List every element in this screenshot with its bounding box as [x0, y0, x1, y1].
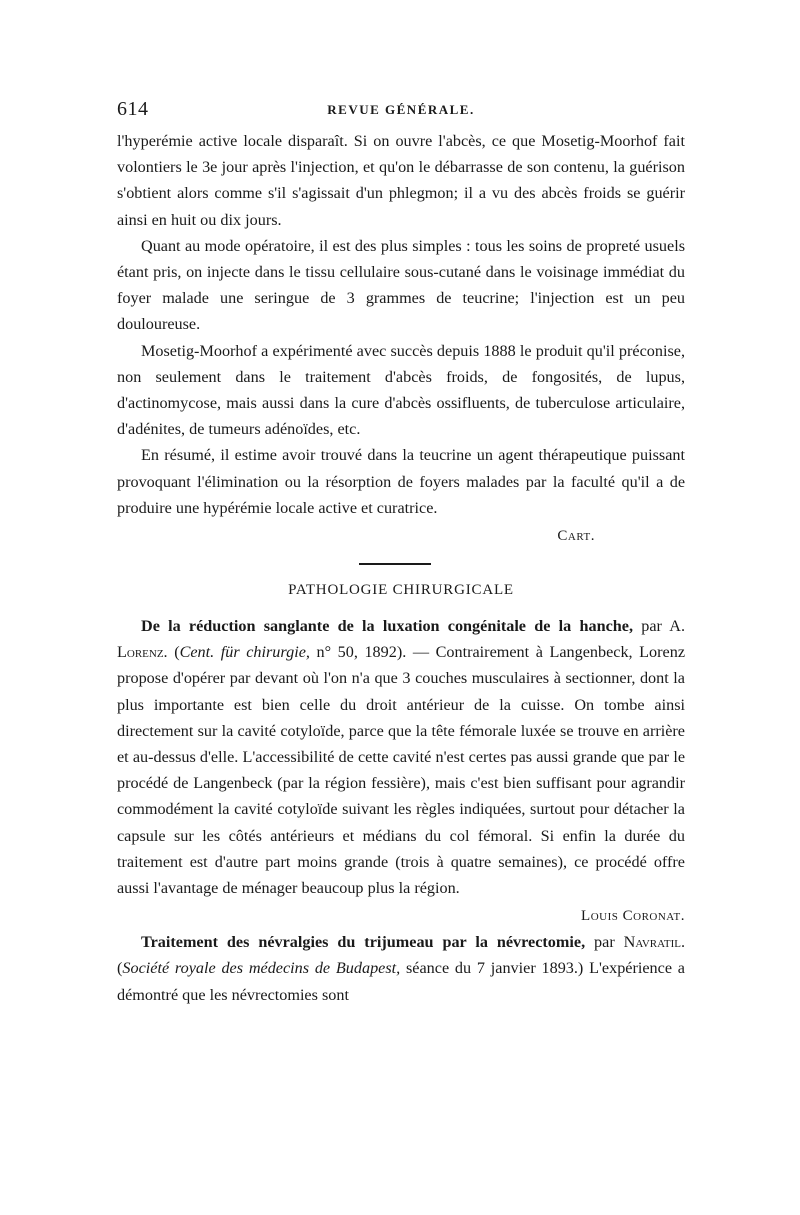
article-hip-luxation	[117, 613, 685, 901]
society-name: Société royale des médecins de Budapest,	[122, 959, 401, 978]
author-signature-cart: Cart.	[557, 528, 595, 545]
page	[117, 98, 685, 1008]
author-signature-coronat: Louis Coronat.	[581, 908, 685, 925]
running-head	[117, 98, 685, 128]
source-details: n° 50, 1892). —	[316, 643, 436, 662]
article-author: Lorenz.	[117, 643, 168, 662]
byline-prefix: par	[594, 933, 615, 952]
journal-name: Cent. für chirurgie,	[179, 643, 310, 662]
article-body: Contrairement à Langenbeck, Lorenz propose d'opérer par devant où l'on n'a que 3 couches musculaires à sectionner, dont la plus importante est bien celle du droit antérieur de la cuisse. On tombe ainsi directement sur la cavité cotyloïde, parce que la tête fémorale luxée se trouve en arrière et au-dessus d'elle. L'accessibilité de cette cavité n'est certes pas aussi grande que par le procédé de Langenbeck (par la région fessière), mais c'est bien suffisant pour agrandir commodément la cavité cotyloïde suivant les règles indiquées, surtout pour détacher la capsule sur les côtés antérieurs et médians du col fémoral. Si enfin la durée du traitement est d'autre part moins grande (trois à quatre semaines), ce procédé offre aussi l'avantage de ménager beaucoup plus la région.	[117, 643, 686, 898]
paragraph-operative-method: Quant au mode opératoire, il est des plus simples : tous les soins de propreté usuels étant pris, on injecte dans le tissu cellulaire sous-cutané dans le voisinage immédiat du foyer malade une seringue de 3 grammes de teucrine; l'injection est un peu douloureuse.	[117, 236, 685, 334]
article-title: De la réduction sanglante de la luxation congénitale de la hanche,	[141, 617, 634, 636]
article-author: Navratil.	[623, 933, 686, 952]
section-divider	[359, 563, 431, 565]
source-open: (	[174, 643, 180, 662]
article-trigeminal-neuralgia	[117, 929, 685, 1008]
article-body: L'expérience a démontré que les névrectomies sont	[117, 959, 685, 1004]
section-heading: PATHOLOGIE CHIRURGICALE	[288, 582, 514, 599]
source-details: séance du 7 janvier 1893.)	[406, 959, 584, 978]
source-open: (	[117, 959, 123, 978]
paragraph-summary: En résumé, il estime avoir trouvé dans la teucrine un agent thérapeutique puissant provoquant l'élimination ou la résorption de foyers malades par la faculté qu'il a de produire une hypérémie locale active et curatrice.	[117, 446, 685, 517]
byline-prefix: par A.	[641, 617, 686, 636]
page-number: 614	[117, 98, 149, 120]
running-title: REVUE GÉNÉRALE.	[327, 102, 475, 117]
article-title: Traitement des névralgies du trijumeau par la névrectomie,	[141, 933, 586, 952]
paragraph-experience: Mosetig-Moorhof a expérimenté avec succès depuis 1888 le produit qu'il préconise, non seulement dans le traitement d'abcès froids, de fongosités, de lupus, d'actinomycose, mais aussi dans la cure d'abcès ossifluents, de tuberculose articulaire, d'adénites, de tumeurs adénoïdes, etc.	[117, 341, 685, 439]
paragraph-abscess-opening: l'hyperémie active locale disparaît. Si on ouvre l'abcès, ce que Mosetig-Moorhof fait volontiers le 3e jour après l'injection, et qu'on le débarrasse de son contenu, la guérison s'obtient alors comme s'il s'agissait d'un phlegmon; il a vu des abcès froids se guérir ainsi en huit ou dix jours.	[117, 132, 685, 229]
